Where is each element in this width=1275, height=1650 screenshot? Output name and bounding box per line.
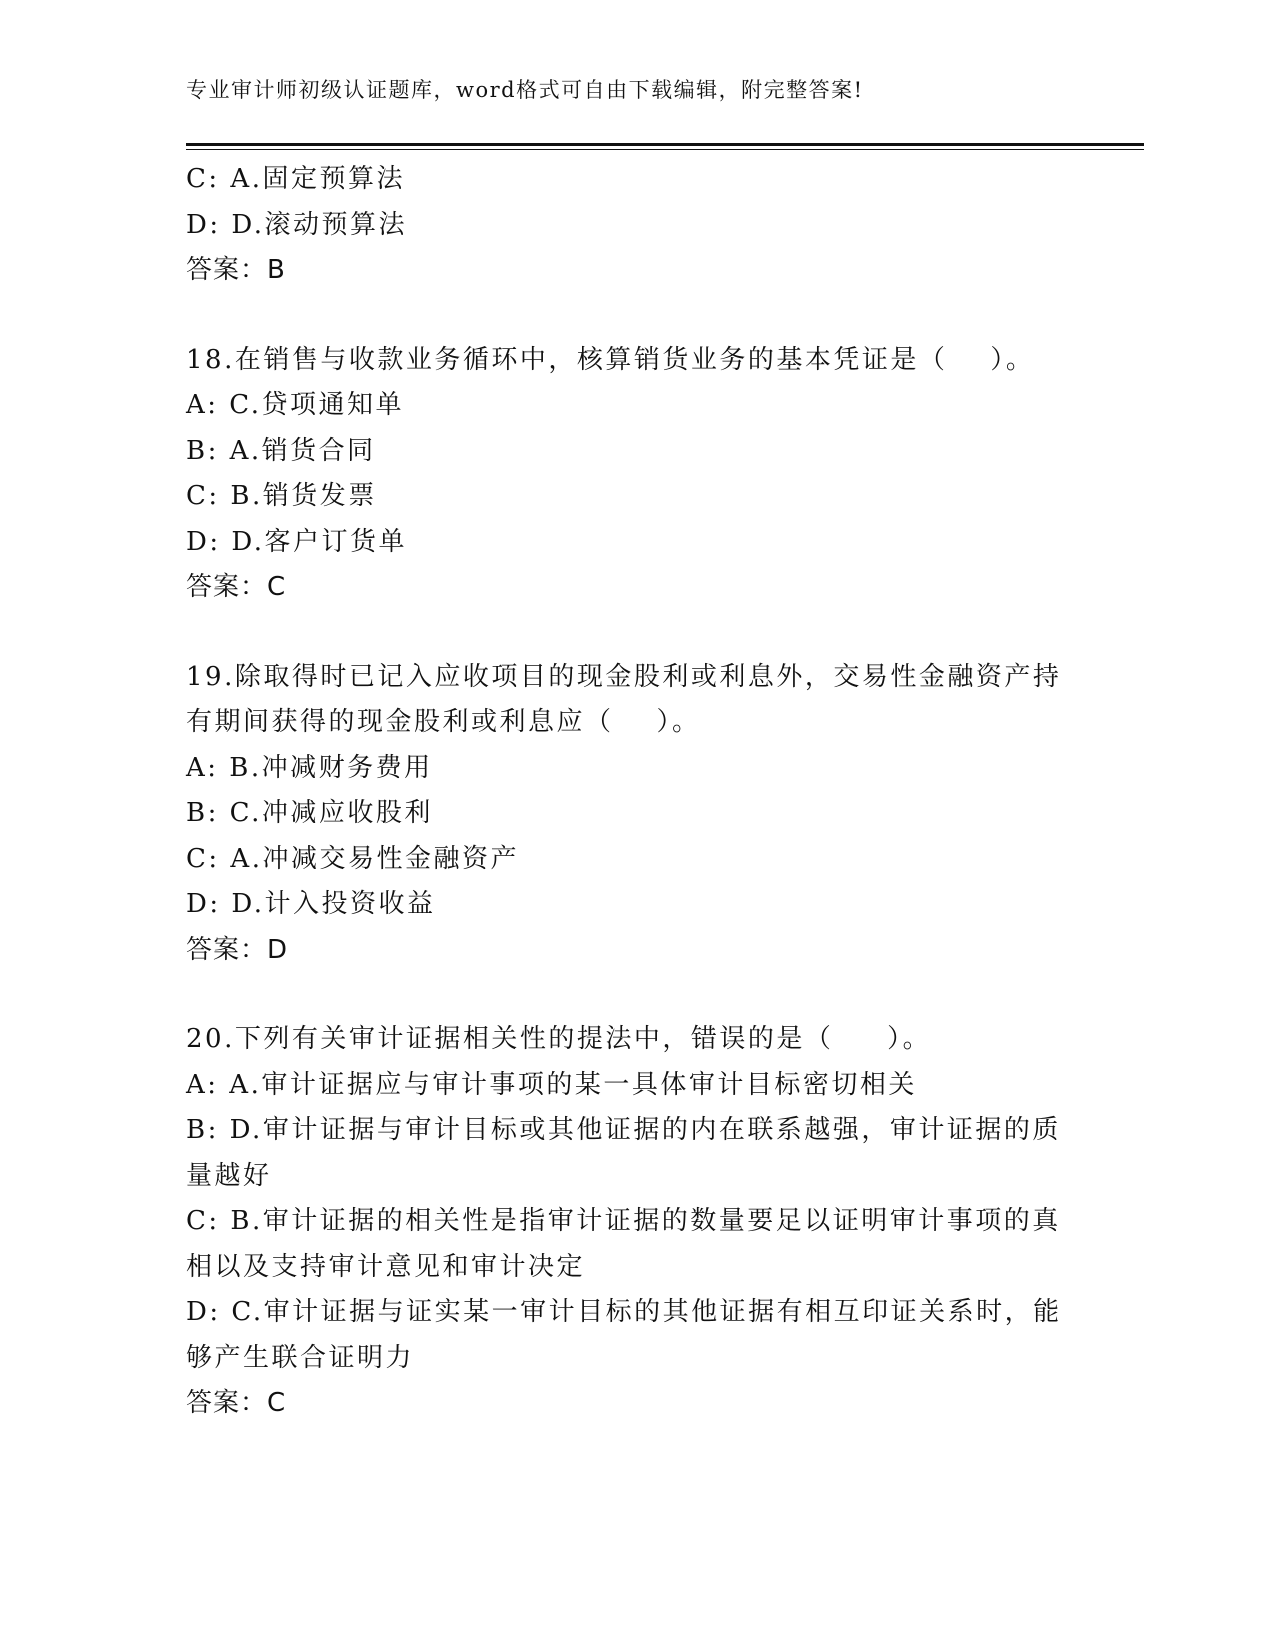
option-a: A: C.贷项通知单 (186, 390, 405, 420)
question-18 (186, 338, 1066, 611)
header-rule-thick (186, 143, 1144, 146)
option-b: B: C.冲减应收股利 (186, 798, 433, 828)
option-a: A: B.冲减财务费用 (186, 752, 433, 783)
option-b: B: D.审计证据与审计目标或其他证据的内在联系越强，审计证据的质量越好 (186, 1115, 1061, 1191)
answer-line: 答案：B (186, 255, 286, 285)
option-d: D: D.滚动预算法 (186, 209, 408, 240)
question-19 (186, 655, 1066, 974)
option-d: D: C.审计证据与证实某一审计目标的其他证据有相互印证关系时，能够产生联合证明力 (186, 1297, 1062, 1373)
answer-line: 答案：C (186, 1388, 287, 1418)
page-header: 专业审计师初级认证题库，word格式可自由下载编辑，附完整答案! (186, 78, 864, 102)
prev-question-tail (186, 157, 1066, 294)
option-a: A: A.审计证据应与审计事项的某一具体审计目标密切相关 (186, 1069, 917, 1100)
header-rule-thin (186, 149, 1144, 150)
option-d: D: D.计入投资收益 (186, 889, 436, 919)
question-stem: 18.在销售与收款业务循环中，核算销货业务的基本凭证是（ ）。 (186, 344, 1035, 375)
option-c: C: B.销货发票 (186, 481, 377, 511)
option-c: C: A.冲减交易性金融资产 (186, 843, 519, 874)
question-stem: 20.下列有关审计证据相关性的提法中，错误的是（ ）。 (186, 1024, 932, 1054)
option-c: C: B.审计证据的相关性是指审计证据的数量要足以证明审计事项的真相以及支持审计意见和审计决定 (186, 1206, 1061, 1282)
answer-line: 答案：C (186, 572, 287, 602)
answer-line: 答案：D (186, 934, 289, 965)
option-c: C: A.固定预算法 (186, 164, 405, 194)
option-b: B: A.销货合同 (186, 435, 376, 466)
option-d: D: D.客户订货单 (186, 526, 408, 557)
question-20 (186, 1017, 1066, 1427)
question-stem: 19.除取得时已记入应收项目的现金股利或利息外，交易性金融资产持有期间获得的现金股利或利息应（ ）。 (186, 661, 1062, 737)
question-content (186, 157, 1066, 1427)
